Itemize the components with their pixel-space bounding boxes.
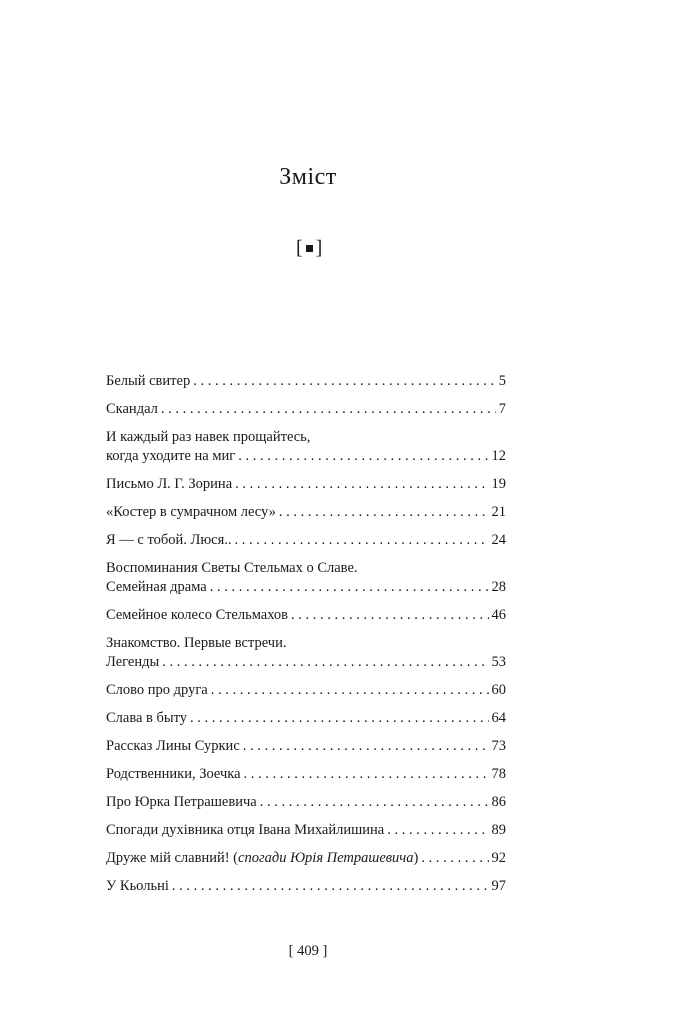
toc-entry bbox=[106, 821, 506, 840]
dot-leader bbox=[190, 709, 488, 728]
toc-entry-title: «Костер в сумрачном лесу» bbox=[106, 504, 276, 520]
ornament-right-bracket: ] bbox=[315, 237, 323, 259]
toc-entry-page: 89 bbox=[491, 822, 506, 838]
toc-entry bbox=[106, 531, 506, 550]
toc-entry-title: когда уходите на миг bbox=[106, 448, 236, 464]
toc-entry bbox=[106, 765, 506, 784]
toc-entry-title: Родственники, Зоечка bbox=[106, 766, 241, 782]
toc-entry-title: Слава в быту bbox=[106, 710, 188, 726]
toc-entry-title: Скандал bbox=[106, 401, 158, 417]
toc-entry-page: 7 bbox=[498, 401, 506, 417]
dot-leader bbox=[260, 793, 489, 812]
dot-leader bbox=[161, 400, 496, 419]
toc-entry bbox=[106, 877, 506, 896]
page-title: Зміст bbox=[279, 164, 337, 190]
toc-entry-title: Белый свитер bbox=[106, 373, 191, 389]
toc-entry-title-close: ) bbox=[413, 850, 419, 866]
toc-entry-title: У Кьольні bbox=[106, 878, 169, 894]
toc-entry bbox=[106, 681, 506, 700]
toc-entry bbox=[106, 400, 506, 419]
dot-leader bbox=[172, 877, 489, 896]
toc-entry-page: 5 bbox=[498, 373, 506, 389]
toc-entry bbox=[106, 475, 506, 494]
dot-leader bbox=[210, 578, 489, 597]
toc-entry bbox=[106, 503, 506, 522]
toc-entry-title: Спогади духівника отця Івана Михайлишина bbox=[106, 822, 385, 838]
toc-entry-title-line: Воспоминания Светы Стельмах о Славе. bbox=[106, 560, 358, 576]
table-of-contents bbox=[106, 372, 506, 905]
dot-leader bbox=[291, 606, 488, 625]
toc-entry-page: 12 bbox=[491, 448, 506, 464]
dot-leader bbox=[193, 372, 496, 391]
toc-entry bbox=[106, 793, 506, 812]
dot-leader bbox=[235, 475, 488, 494]
toc-entry-title-line: И каждый раз навек прощайтесь, bbox=[106, 429, 311, 445]
toc-entry-page: 64 bbox=[491, 710, 506, 726]
dot-leader bbox=[162, 653, 488, 672]
toc-entry bbox=[106, 634, 506, 672]
toc-entry-title bbox=[106, 849, 418, 868]
toc-entry-title: Семейная драма bbox=[106, 579, 207, 595]
toc-entry-page: 19 bbox=[491, 476, 506, 492]
square-ornament-icon bbox=[306, 245, 313, 252]
dot-leader bbox=[421, 849, 488, 868]
toc-entry-page: 78 bbox=[491, 766, 506, 782]
dot-leader bbox=[243, 737, 489, 756]
toc-entry bbox=[106, 849, 506, 868]
toc-entry-title: Рассказ Лины Суркис bbox=[106, 738, 240, 754]
dot-leader bbox=[279, 503, 489, 522]
toc-entry-subtitle-italic: спогади Юрія Петрашевича bbox=[238, 850, 414, 866]
toc-entry-title: Письмо Л. Г. Зорина bbox=[106, 476, 233, 492]
toc-entry bbox=[106, 737, 506, 756]
ornament bbox=[296, 237, 322, 260]
dot-leader bbox=[235, 531, 489, 550]
toc-entry bbox=[106, 559, 506, 597]
toc-entry-page: 97 bbox=[491, 878, 506, 894]
toc-entry-title: Семейное колесо Стельмахов bbox=[106, 607, 289, 623]
toc-entry-page: 21 bbox=[491, 504, 506, 520]
toc-entry-page: 24 bbox=[491, 532, 506, 548]
toc-entry bbox=[106, 606, 506, 625]
toc-entry-page: 60 bbox=[491, 682, 506, 698]
toc-entry-page: 73 bbox=[491, 738, 506, 754]
ornament-left-bracket: [ bbox=[296, 237, 303, 259]
toc-entry-title: Я — с тобой. Люся.. bbox=[106, 532, 232, 548]
dot-leader bbox=[244, 765, 489, 784]
toc-entry-title: Легенды bbox=[106, 654, 160, 670]
toc-entry-title: Слово про друга bbox=[106, 682, 208, 698]
toc-entry-page: 28 bbox=[491, 579, 506, 595]
dot-leader bbox=[238, 447, 488, 466]
toc-entry bbox=[106, 372, 506, 391]
toc-entry-page: 53 bbox=[491, 654, 506, 670]
page-number: [ 409 ] bbox=[288, 943, 328, 959]
toc-entry-title-text: Друже мій славний! ( bbox=[106, 850, 239, 866]
dot-leader bbox=[211, 681, 489, 700]
toc-entry-title: Про Юрка Петрашевича bbox=[106, 794, 257, 810]
toc-entry-page: 46 bbox=[491, 607, 506, 623]
toc-entry-page: 86 bbox=[491, 794, 506, 810]
toc-entry bbox=[106, 709, 506, 728]
dot-leader bbox=[387, 821, 488, 840]
toc-entry-title-line: Знакомство. Первые встречи. bbox=[106, 635, 287, 651]
toc-entry-page: 92 bbox=[491, 850, 506, 866]
toc-entry bbox=[106, 428, 506, 466]
